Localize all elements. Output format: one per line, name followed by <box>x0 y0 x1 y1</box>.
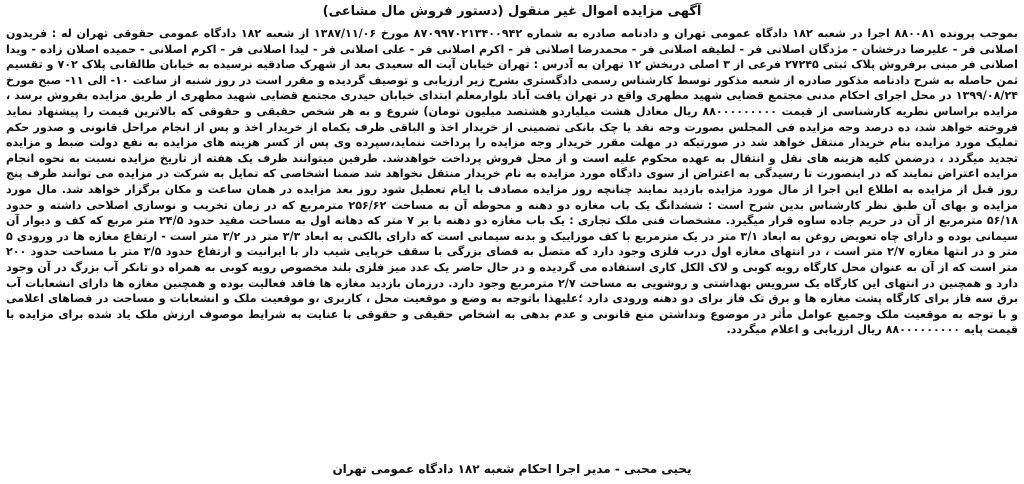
notice-title: آگهی مزایده اموال غیر منقول (دستور فروش مال مشاعی) <box>322 4 702 19</box>
notice-signature: یحیی محبی - مدیر اجرا احکام شعبه ۱۸۲ دادگاه عمومی تهران <box>332 462 692 476</box>
notice-body: بموجب پرونده ۸۸۰۰۸۱ اجرا در شعبه ۱۸۲ دادگاه عمومی تهران و دادنامه صادره به شماره ۸۷۰۹۹۷۰۲۱۳۴۰۰۹۴۲ مورخ ۱۳۸۷/۱۱/۰۶ از شعبه ۱۸۲ دادگاه عمومی حقوقی تهران له : فریدون اصلانی فر - علیرضا درخشان - مژدگان اصلانی فر - لطیفه اصلانی فر - محمدرضا اصلانی فر - اکرم اصلانی فر - علی اصلانی فر - لیدا اصلانی فر - اکرم اصلانی - حمیده اصلان زاده - ویدا اصلانی فر مبنی برفروش پلاک ثبتی ۲۷۲۴۵ فرعی از ۳ اصلی دربخش ۱۲ تهران به آدرس : تهران خیابان آیت اله سعیدی بعد از شهرک صادقیه نرسیده به خیابان طالقانی پلاک ۷۰۲ و تقسیم ثمن حاصله به شرح دادنامه مذکور صادره از شعبه مذکور توسط کارشناس رسمی دادگستری بشرح زیر ارزیابی و توصیف گردیده و مقرر است در روز شنبه از ساعت ۱۰- الی ۱۱- صبح مورخ ۱۳۹۹/۰۸/۲۴ در محل اجرای احکام مدنی مجتمع قضایی شهید مطهری واقع در تهران یافت آباد بلوارمعلم ابتدای خیابان حیدری مجتمع قضایی شهید مطهری از طریق مزایده بفروش برسد ، مزایده براساس نظریه کارشناسی از قیمت ۸۸۰۰۰۰۰۰۰۰۰ ریال معادل هشت میلیاردو هشتصد میلیون تومان) شروع و به هر شخص حقیقی و حقوقی که بالاترین قیمت را پیشنهاد نماید فروخته خواهد شد، ده درصد وجه مزایده فی المجلس بصورت وجه نقد یا چک بانکی تضمینی از خریدار اخذ و الباقی ظرف یکماه از خریدار اخذ و پس از انجام مراحل قانونی و صدور حکم تملیک مورد مزایده بنام خریدار منتقل خواهد شد در صورتیکه در مهلت مقرر خریدار وجه مزایده را پرداخت ننماید،سپرده وی پس از کسر هزینه های مزایده به نفع دولت ضبط و مزایده تجدید میگردد ، درضمن کلیه هزینه های نقل و انتقال به عهده محکوم علیه است و از محل فروش پرداخت خواهدشد. طرفین میتوانند ظرف یک هفته از تاریخ مزایده نسبت به نحوه انجام مزایده اعتراض نمایند که در اینصورت تا رسیدگی به اعتراض از سوی دادگاه مورد مزایده به نام خریدار منتقل نخواهد شد ضمنا اشخاصی که تمایل به شرکت در مزایده می توانند ظرف پنج روز قبل از مزایده به اطلاع این اجرا از مال مورد مزایده بازدید نمایند چنانچه روز مزایده مصادف با ایام تعطیل شود روز بعد مزایده در همان ساعت و مکان برگزار خواهد شد. مال مورد مزایده و بهای آن طبق نظر کارشناس بدین شرح است : ششدانگ یک باب مغازه دو دهنه و محوطه آن به مساحت ۲۵۶/۶۲ مترمربع که در زمان تخریب و نوسازی اصلاحی داشته و حدود ۵۶/۱۸ مترمربع از آن در حریم جاده ساوه قرار میگیرد. مشخصات فنی ملک تجاری : یک باب مغازه دو دهنه با بر ۷ متر که دهانه اول به مساحت مفید حدود ۲۴/۵ متر مربع که کف و دیوار آن سیمانی بوده و دارای چاه تعویض روغن به ابعاد ۳/۱ متر در یک مترمربع با کف موزاییک و بدنه سیمانی است که دارای بالکنی به ابعاد ۳/۳ متر در ۳/۲ متر است - ارتفاع مغازه ها در ورودی ۵ متر و در انتها مغازه ۲/۷ متر است ، در انتهای مغازه اول درب فلزی وجود دارد که متصل به فضای بزرگی با سقف خرپایی شیب دار با ایرانیت و ارتفاع حدود ۳/۵ متر با مساحت حدود ۲۰۰ متر است که از آن به عنوان محل کارگاه رویه کوبی و لاک الکل کاری استفاده می گردیده و در حال حاضر یک عدد میز فلزی بلند مخصوص رویه کوبی به همراه دو تانکر آب بزرگ در آن وجود دارد و همچنین در انتهای این کارگاه یک سرویس بهداشتی و روشویی به مساحت ۲/۷ مترمربع وجود دارد. درزمان بازدید مغازه ها فاقد فعالیت بوده و همچنین مغازه ها دارای انشعابات آب برق سه فاز برای کارگاه پشت مغازه ها و برق تک فاز برای دو دهنه ورودی دارد ؛علیهذا باتوجه به وضع و موقعیت محل ، کاربری ،و موقعیت ملک و انشعابات و مساحت در فضاهای اعلامی و با توجه به موقعیت ملک وجمیع عوامل مأثر در موضوع ونداشتن منع قانونی و عدم بدهی به اشخاص حقیقی و حقوقی با عنایت به شرایط موصوف ارزش ملک یاد شده برای مزایده با قیمت پایه ۸۸۰۰۰۰۰۰۰۰۰ ریال ارزیابی و اعلام میگردد. <box>6 27 1018 337</box>
